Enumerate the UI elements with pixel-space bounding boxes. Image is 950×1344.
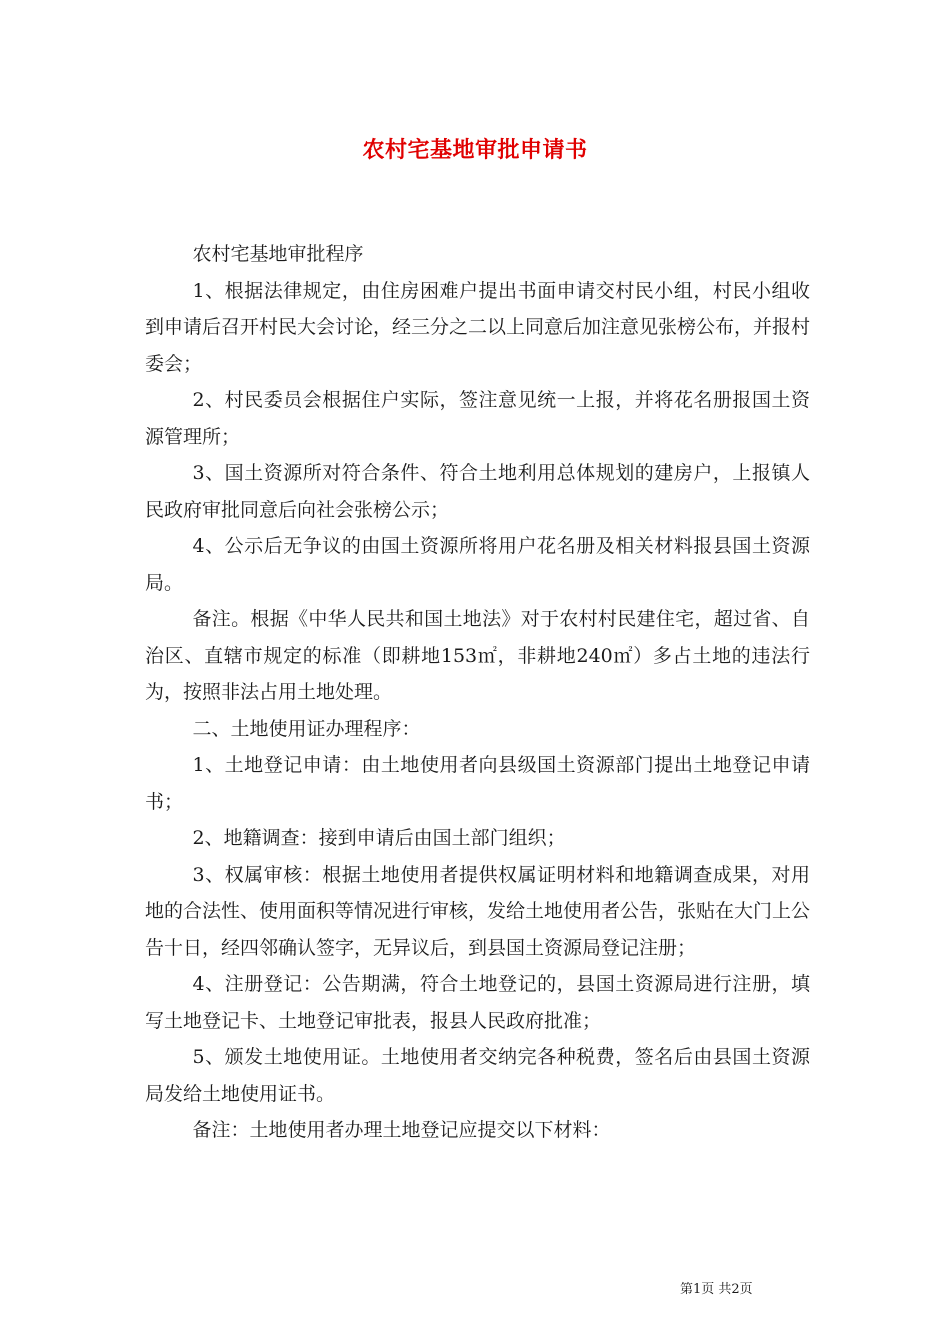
paragraph: 1、根据法律规定，由住房困难户提出书面申请交村民小组，村民小组收到申请后召开村民大会讨论，经三分之二以上同意后加注意见张榜公布，并报村委会； <box>145 279 811 375</box>
paragraph: 3、权属审核：根据土地使用者提供权属证明材料和地籍调查成果，对用地的合法性、使用面积等情况进行审核，发给土地使用者公告，张贴在大门上公告十日，经四邻确认签字，无异议后，到县国土资源局登记注册； <box>145 863 811 959</box>
paragraph: 3、国土资源所对符合条件、符合土地利用总体规划的建房户，上报镇人民政府审批同意后向社会张榜公示； <box>145 462 810 521</box>
paragraph: 二、土地使用证办理程序： <box>192 717 421 740</box>
document-body <box>145 236 810 1149</box>
paragraph: 备注。根据《中华人民共和国土地法》对于农村村民建住宅，超过省、自治区、直辖市规定的标准（即耕地153㎡，非耕地240㎡）多占土地的违法行为，按照非法占用土地处理。 <box>145 608 810 703</box>
paragraph: 2、村民委员会根据住户实际，签注意见统一上报，并将花名册报国土资源管理所； <box>145 389 810 448</box>
paragraph: 农村宅基地审批程序 <box>192 243 364 265</box>
paragraph: 4、公示后无争议的由国土资源所将用户花名册及相关材料报县国土资源局。 <box>145 535 810 594</box>
paragraph: 备注：土地使用者办理土地登记应提交以下材料： <box>192 1119 611 1141</box>
document-title: 农村宅基地审批申请书 <box>362 138 588 163</box>
page-number: 第1页 共2页 <box>680 1282 753 1297</box>
paragraph: 1、土地登记申请：由土地使用者向县级国土资源部门提出土地登记申请书； <box>145 754 810 813</box>
paragraph: 4、注册登记：公告期满，符合土地登记的，县国土资源局进行注册，填写土地登记卡、土地登记审批表，报县人民政府批准； <box>145 973 810 1032</box>
paragraph: 2、地籍调查：接到申请后由国土部门组织； <box>192 827 566 849</box>
paragraph: 5、颁发土地使用证。土地使用者交纳完各种税费，签名后由县国土资源局发给土地使用证书。 <box>145 1046 810 1105</box>
